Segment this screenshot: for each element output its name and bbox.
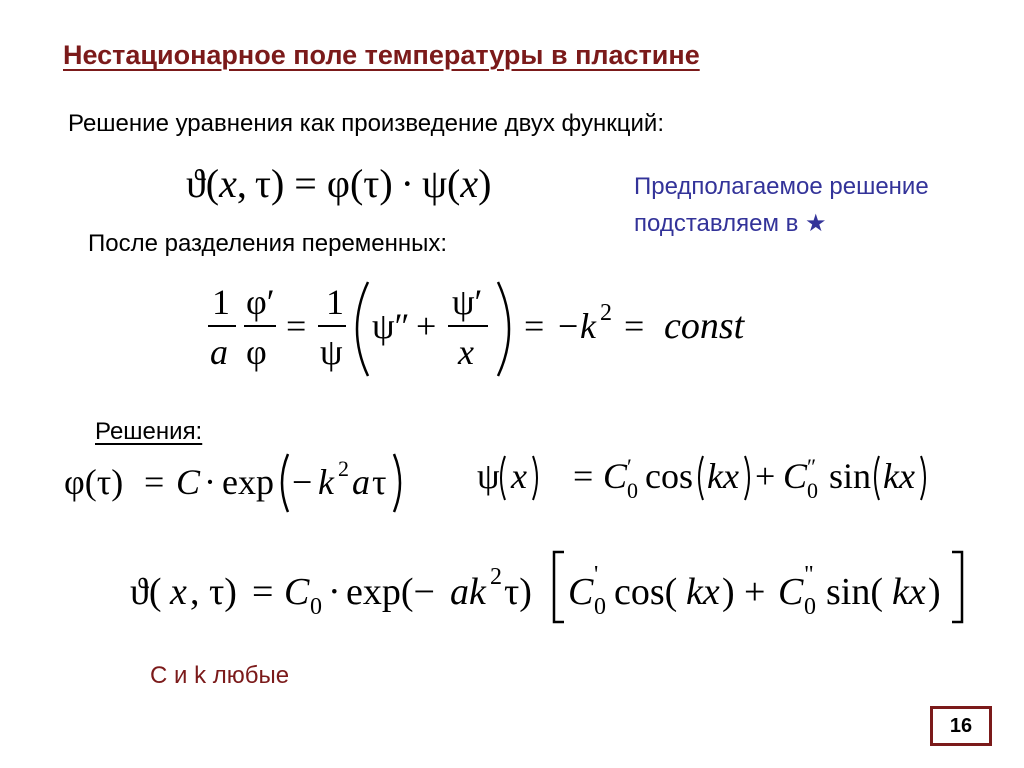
assumed-solution-note [634, 168, 929, 242]
svg-text:1: 1 [326, 282, 344, 322]
svg-text:': ' [594, 562, 599, 588]
eq-one-1: 1 [212, 282, 230, 322]
svg-text:τ): τ) [504, 571, 532, 613]
svg-text:ak: ak [450, 571, 486, 613]
page-title: Нестационарное поле температуры в пластине [63, 40, 700, 70]
svg-text:x: x [511, 456, 527, 496]
svg-text:a: a [210, 332, 228, 372]
svg-text:C: C [778, 571, 804, 613]
svg-text:const: const [664, 305, 745, 347]
svg-text:2: 2 [338, 456, 349, 481]
svg-text:+: + [416, 306, 437, 346]
svg-text:C: C [783, 456, 808, 496]
svg-text:0: 0 [807, 478, 818, 503]
svg-text:ψ′: ψ′ [452, 282, 483, 322]
svg-text:C: C [568, 571, 594, 613]
svg-text:kx: kx [892, 571, 926, 613]
equation-product-form: ϑ(x, τ) = φ(τ) · ψ(x) [186, 161, 492, 206]
svg-text:=: = [252, 571, 274, 613]
svg-text:C: C [603, 456, 628, 496]
svg-text:x: x [170, 571, 187, 613]
svg-text:C: C [176, 462, 201, 502]
svg-text:": " [804, 562, 814, 588]
svg-text:kx: kx [883, 456, 915, 496]
svg-text:exp(−: exp(− [346, 571, 435, 613]
svg-text:τ: τ [372, 462, 387, 502]
svg-text:=: = [144, 462, 165, 502]
equation-phi-solution [62, 448, 422, 518]
svg-text:cos: cos [645, 456, 693, 496]
svg-text:2: 2 [600, 300, 612, 326]
page-number-box [930, 706, 992, 746]
svg-text:, τ): , τ) [190, 571, 237, 613]
equation-psi-solution [475, 448, 970, 508]
svg-text:): ) [928, 571, 941, 613]
star-icon: ★ [805, 210, 827, 237]
svg-text:k: k [318, 462, 334, 502]
svg-text:0: 0 [310, 594, 322, 620]
svg-text:kx: kx [707, 456, 739, 496]
svg-text:φ(τ): φ(τ) [64, 462, 124, 502]
svg-text:sin(: sin( [826, 571, 883, 613]
svg-text:=: = [573, 456, 594, 496]
equation-separated [200, 272, 780, 392]
svg-text:φ′: φ′ [246, 282, 275, 322]
svg-text:x: x [458, 332, 474, 372]
svg-text:−: − [558, 306, 579, 346]
after-separation-label: После разделения переменных: [88, 230, 448, 257]
svg-text:=: = [286, 306, 307, 346]
svg-text:exp: exp [222, 462, 274, 502]
note-line-2: подставляем в [634, 210, 799, 237]
page-number: 16 [949, 714, 973, 737]
svg-text:ψ: ψ [477, 456, 500, 496]
svg-text:sin: sin [829, 456, 872, 496]
note-line-1: Предполагаемое решение [634, 173, 929, 200]
svg-text:′: ′ [627, 454, 632, 479]
svg-text:ϑ(: ϑ( [130, 571, 162, 613]
svg-text:″: ″ [807, 454, 817, 479]
svg-text:0: 0 [627, 478, 638, 503]
svg-text:=: = [624, 306, 645, 346]
subtitle: Решение уравнения как произведение двух функций: [68, 110, 665, 137]
svg-text:·: · [328, 571, 341, 613]
svg-text:=: = [524, 306, 545, 346]
svg-text:ψ: ψ [320, 332, 343, 372]
svg-text:a: a [352, 462, 370, 502]
constants-any-note: С и k любые [150, 662, 290, 689]
svg-text:): ) [722, 571, 735, 613]
svg-text:+: + [755, 456, 776, 496]
svg-text:kx: kx [686, 571, 720, 613]
svg-text:φ: φ [246, 332, 267, 372]
svg-text:·: · [204, 462, 216, 502]
svg-text:cos(: cos( [614, 571, 678, 613]
svg-text:C: C [284, 571, 310, 613]
svg-text:0: 0 [804, 594, 816, 620]
svg-text:k: k [580, 306, 596, 346]
equation-full-solution [128, 548, 988, 628]
svg-text:−: − [292, 462, 313, 502]
svg-text:ψ″: ψ″ [372, 306, 410, 346]
svg-text:0: 0 [594, 594, 606, 620]
svg-text:+: + [744, 571, 766, 613]
svg-text:2: 2 [490, 564, 502, 590]
solutions-label: Решения: [95, 418, 203, 445]
